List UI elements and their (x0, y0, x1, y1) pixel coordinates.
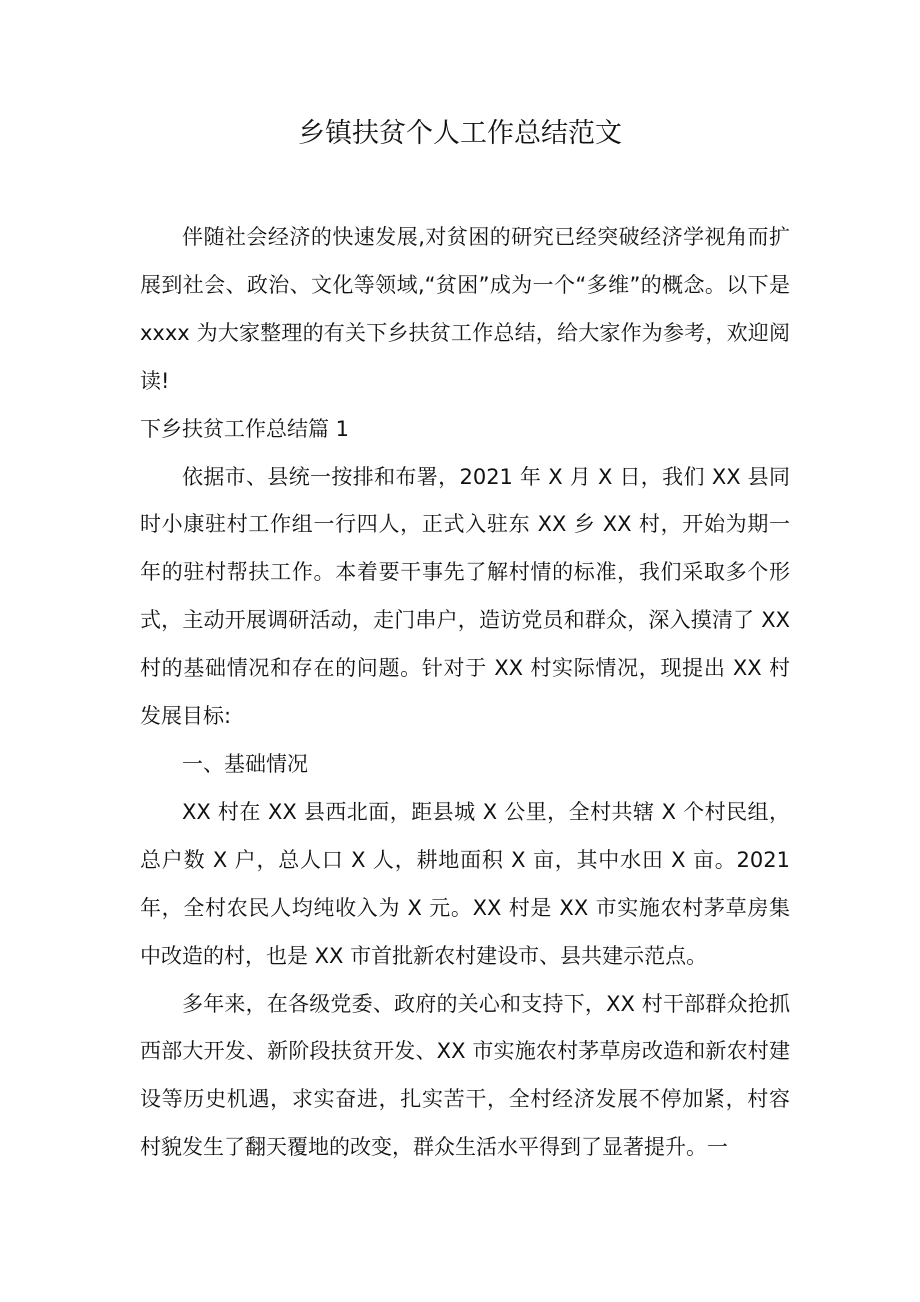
paragraph-development-progress: 多年来，在各级党委、政府的关心和支持下，XX 村干部群众抢抓西部大开发、新阶段扶贫开发、XX 市实施农村茅草房改造和新农村建设等历史机遇，求实奋进，扎实苦干，全村经济发展不停加紧，村容村貌发生了翻天覆地的改变，群众生活水平得到了显著提升。一 (140, 991, 790, 1160)
intro-paragraph: 伴随社会经济的快速发展,对贫困的研究已经突破经济学视角而扩展到社会、政治、文化等领域,“贫困”成为一个“多维”的概念。以下是 xxxx 为大家整理的有关下乡扶贫工作总结，给大家作为参考，欢迎阅读! (140, 225, 790, 393)
subheading-basic-situation: 一、基础情况 (182, 751, 308, 776)
paragraph-work-overview: 依据市、县统一按排和布署，2021 年 X 月 X 日，我们 XX 县同时小康驻村工作组一行四人，正式入驻东 XX 乡 XX 村，开始为期一年的驻村帮扶工作。本着要干事先了解村情的标准，我们采取多个形式，主动开展调研活动，走门串户，造访党员和群众，深入摸清了 XX 村的基础情况和存在的问题。针对于 XX 村实际情况，现提出 XX 村发展目标: (140, 464, 790, 729)
document-title: 乡镇扶贫个人工作总结范文 (298, 118, 622, 149)
section-heading-part-1: 下乡扶贫工作总结篇 1 (140, 416, 350, 441)
paragraph-village-basics: XX 村在 XX 县西北面，距县城 X 公里，全村共辖 X 个村民组，总户数 X 户，总人口 X 人，耕地面积 X 亩，其中水田 X 亩。2021 年，全村农民人均纯收入为 X 元。XX 村是 XX 市实施农村茅草房集中改造的村，也是 XX 市首批新农村建设市、县共建示范点。 (140, 799, 790, 968)
document-body (140, 214, 790, 1172)
